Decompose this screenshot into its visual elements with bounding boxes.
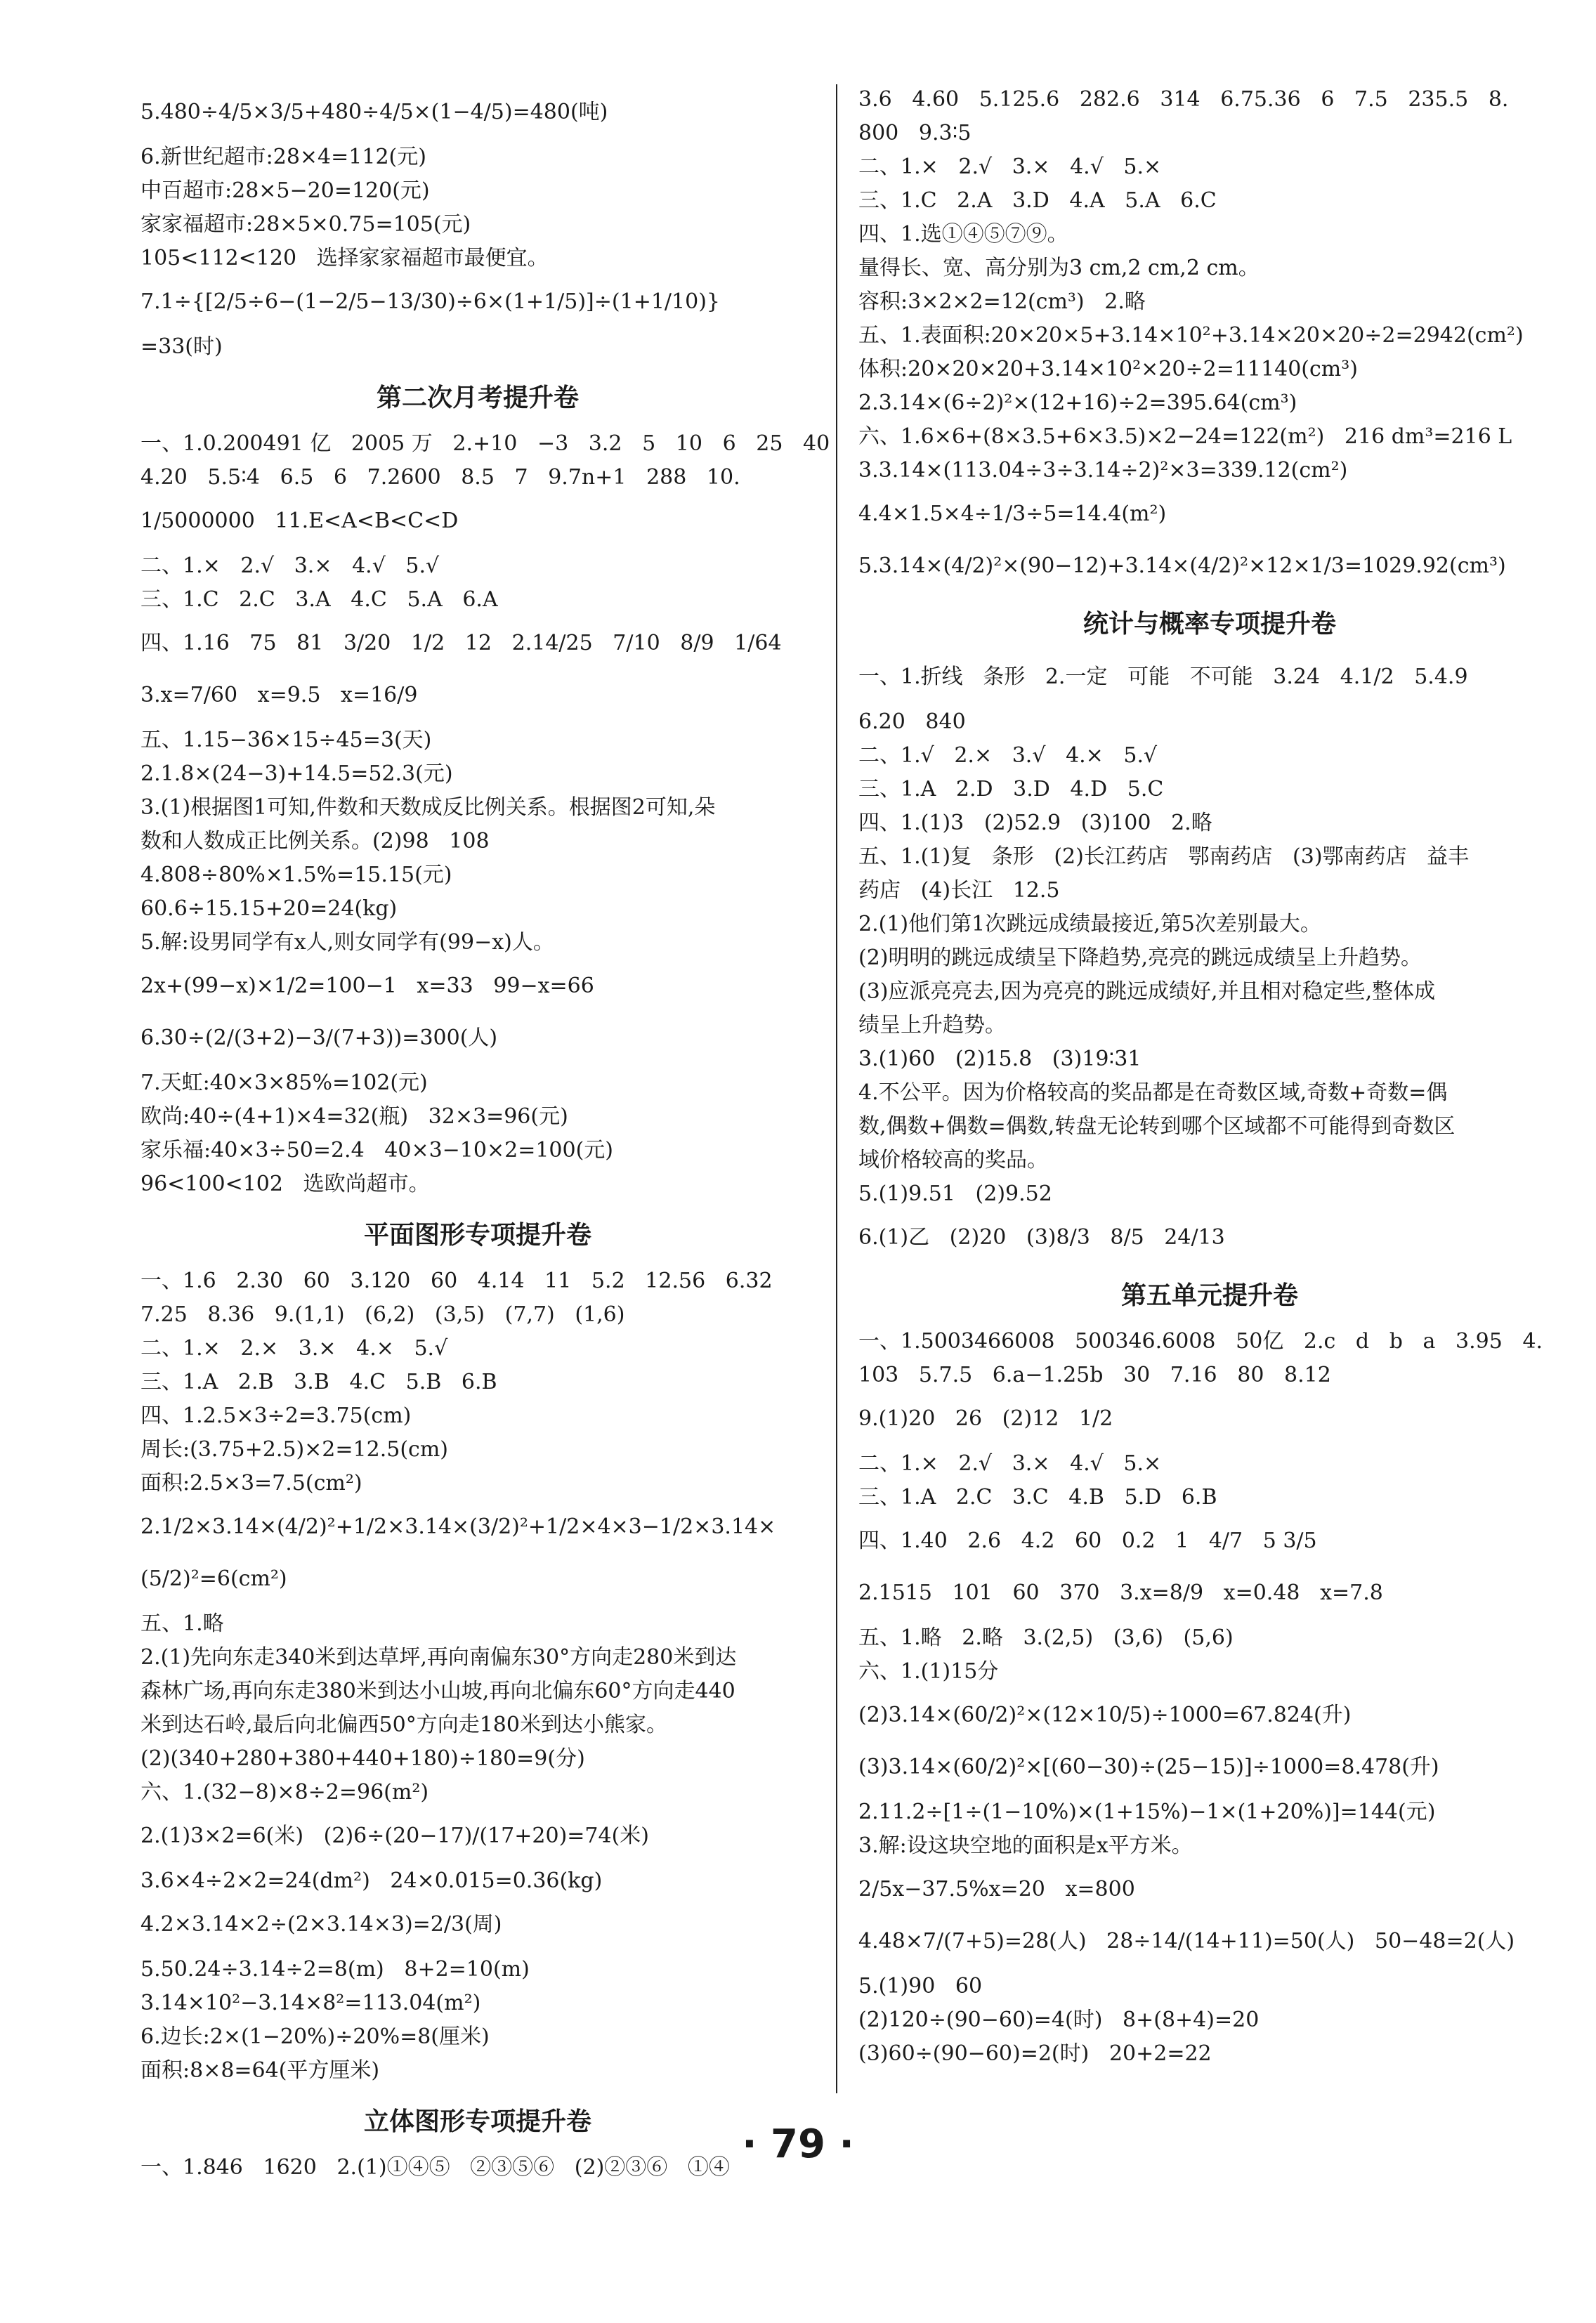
answer-line: 5.(1)90 60 [858,1974,983,1998]
section-heading: 第五单元提升卷 [1120,1281,1298,1310]
answer-line: 一、1.折线 条形 2.一定 可能 不可能 3.24 4.1/2 5.4.9 [858,665,1468,689]
answer-line: (5/2)²=6(cm²) [140,1566,287,1591]
answer-line: 4.20 5.5∶4 6.5 6 7.2600 8.5 7 9.7n+1 288 10. [140,465,740,490]
answer-line: 四、1.16 75 81 3/20 1/2 12 2.14/25 7/10 8/9 1/64 [140,631,782,655]
answer-line: 三、1.C 2.A 3.D 4.A 5.A 6.C [858,188,1217,213]
answer-line: 三、1.A 2.D 3.D 4.D 5.C [858,777,1164,801]
answer-line: 三、1.A 2.B 3.B 4.C 5.B 6.B [140,1370,497,1394]
answer-line: 药店 (4)长江 12.5 [858,878,1060,903]
answer-line: 三、1.A 2.C 3.C 4.B 5.D 6.B [858,1485,1217,1510]
answer-line: 家乐福:40×3÷50=2.4 40×3−10×2=100(元) [140,1138,614,1163]
section-heading: 第二次月考提升卷 [376,384,579,412]
answer-line: 2.3.14×(6÷2)²×(12+16)÷2=395.64(cm³) [858,391,1297,415]
answer-line: 96<100<102 选欧尚超市。 [140,1172,430,1196]
section-heading: 平面图形专项提升卷 [363,1221,591,1250]
answer-line: 6.新世纪超市:28×4=112(元) [140,145,426,169]
answer-line: 数和人数成正比例关系。(2)98 108 [140,829,490,853]
answer-line: 3.(1)根据图1可知,件数和天数成反比例关系。根据图2可知,朵 [140,795,716,820]
page-number: · 79 · [742,2121,854,2167]
answer-line: (3)3.14×(60/2)²×[(60−30)÷(25−15)]÷1000=8.478(升) [858,1755,1439,1779]
answer-line: 2.11.2÷[1÷(1−10%)×(1+15%)−1×(1+20%)]=144(元) [858,1800,1436,1824]
answer-line: 一、1.846 1620 2.(1)①④⑤ ②③⑤⑥ (2)②③⑥ ①④ [140,2155,730,2180]
answer-line: 容积:3×2×2=12(cm³) 2.略 [858,289,1146,314]
answer-line: 800 9.3∶5 [858,121,972,145]
answer-line: 4.808÷80%×1.5%=15.15(元) [140,863,452,887]
answer-line: 二、1.× 2.√ 3.× 4.√ 5.× [858,1451,1162,1476]
answer-line: 周长:(3.75+2.5)×2=12.5(cm) [140,1437,448,1462]
answer-line: 4.2×3.14×2÷(2×3.14×3)=2/3(周) [140,1912,502,1937]
answer-line: 2x+(99−x)×1/2=100−1 x=33 99−x=66 [140,974,594,998]
right-column [858,84,1561,2072]
answer-line: 6.边长:2×(1−20%)÷20%=8(厘米) [140,2024,490,2049]
answer-line: (2)明明的跳远成绩呈下降趋势,亮亮的跳远成绩呈上升趋势。 [858,945,1422,970]
answer-line: 五、1.略 2.略 3.(2,5) (3,6) (5,6) [858,1625,1234,1650]
answer-line: 三、1.C 2.C 3.A 4.C 5.A 6.A [140,587,498,612]
answer-line: 2.(1)他们第1次跳远成绩最接近,第5次差别最大。 [858,912,1321,936]
answer-line: 105<112<120 选择家家福超市最便宜。 [140,246,549,270]
answer-line: 四、1.(1)3 (2)52.9 (3)100 2.略 [858,811,1212,835]
answer-line: 面积:2.5×3=7.5(cm²) [140,1471,362,1496]
answer-line: 2/5x−37.5%x=20 x=800 [858,1877,1135,1902]
answer-line: 6.20 840 [858,709,966,734]
answer-line: 五、1.略 [140,1611,224,1636]
answer-line: 5.480÷4/5×3/5+480÷4/5×(1−4/5)=480(吨) [140,100,608,124]
answer-line: 域价格较高的奖品。 [858,1148,1048,1172]
answer-line: (3)60÷(90−60)=2(时) 20+2=22 [858,2041,1212,2066]
answer-line: 四、1.2.5×3÷2=3.75(cm) [140,1403,412,1428]
answer-line: (2)120÷(90−60)=4(时) 8+(8+4)=20 [858,2008,1260,2032]
answer-line: 森林广场,再向东走380米到达小山坡,再向北偏东60°方向走440 [140,1679,735,1703]
answer-line: 5.50.24÷3.14÷2=8(m) 8+2=10(m) [140,1957,530,1982]
answer-line: 5.解:设男同学有x人,则女同学有(99−x)人。 [140,930,554,955]
left-column [140,84,830,2186]
answer-line: 9.(1)20 26 (2)12 1/2 [858,1406,1113,1431]
answer-line: 2.1/2×3.14×(4/2)²+1/2×3.14×(3/2)²+1/2×4×3−1/2×3.14× [140,1514,776,1539]
answer-line: 量得长、宽、高分别为3 cm,2 cm,2 cm。 [858,256,1260,280]
answer-line: 欧尚:40÷(4+1)×4=32(瓶) 32×3=96(元) [140,1104,568,1129]
answer-line: 六、1.6×6+(8×3.5+6×3.5)×2−24=122(m²) 216 dm³=216 L [858,424,1512,449]
answer-line: 二、1.× 2.√ 3.× 4.√ 5.× [858,155,1162,179]
answer-line: 6.(1)乙 (2)20 (3)8/3 8/5 24/13 [858,1225,1225,1250]
answer-line: 7.25 8.36 9.(1,1) (6,2) (3,5) (7,7) (1,6) [140,1302,625,1327]
answer-line: 五、1.(1)复 条形 (2)长江药店 鄂南药店 (3)鄂南药店 益丰 [858,844,1470,869]
answer-line: 3.(1)60 (2)15.8 (3)19∶31 [858,1047,1142,1071]
answer-line: 4.48×7/(7+5)=28(人) 28÷14/(14+11)=50(人) 50−48=2(人) [858,1929,1515,1954]
answer-line: 家家福超市:28×5×0.75=105(元) [140,212,471,237]
answer-line: 2.1515 101 60 370 3.x=8/9 x=0.48 x=7.8 [858,1581,1383,1605]
answer-line: 绩呈上升趋势。 [858,1013,1006,1038]
answer-line: 数,偶数+偶数=偶数,转盘无论转到哪个区域都不可能得到奇数区 [858,1114,1456,1139]
answer-line: 3.解:设这块空地的面积是x平方米。 [858,1833,1193,1858]
answer-line: 二、1.× 2.√ 3.× 4.√ 5.√ [140,554,440,578]
answer-line: 体积:20×20×20+3.14×10²×20÷2=11140(cm³) [858,357,1358,381]
answer-line: 米到达石岭,最后向北偏西50°方向走180米到达小熊家。 [140,1713,667,1737]
answer-line: 4.4×1.5×4÷1/3÷5=14.4(m²) [858,502,1167,526]
answer-line: 二、1.× 2.× 3.× 4.× 5.√ [140,1336,448,1361]
answer-line: 5.3.14×(4/2)²×(90−12)+3.14×(4/2)²×12×1/3=1029.92(cm³) [858,554,1506,578]
column-divider [836,84,837,2093]
answer-line: 103 5.7.5 6.a−1.25b 30 7.16 80 8.12 [858,1363,1331,1387]
answer-line: 一、1.0.200491 亿 2005 万 2.+10 −3 3.2 5 10 6 25 40 [140,431,830,456]
answer-line: 3.14×10²−3.14×8²=113.04(m²) [140,1991,481,2015]
answer-line: (2)(340+280+380+440+180)÷180=9(分) [140,1746,585,1771]
answer-line: (2)3.14×(60/2)²×(12×10/5)÷1000=67.824(升) [858,1703,1352,1727]
answer-line: 2.1.8×(24−3)+14.5=52.3(元) [140,761,453,786]
answer-line: 5.(1)9.51 (2)9.52 [858,1182,1052,1206]
answer-line: 2.(1)先向东走340米到达草坪,再向南偏东30°方向走280米到达 [140,1645,737,1670]
answer-line: 7.1÷{[2/5÷6−(1−2/5−13/30)÷6×(1+1/5)]÷(1+1/10)} [140,289,720,314]
answer-line: 四、1.选①④⑤⑦⑨。 [858,222,1068,247]
answer-line: 1/5000000 11.E<A<B<C<D [140,509,459,533]
answer-line: 一、1.6 2.30 60 3.120 60 4.14 11 5.2 12.56 6.32 [140,1269,773,1293]
answer-line: 60.6÷15.15+20=24(kg) [140,896,398,921]
answer-line: 二、1.√ 2.× 3.√ 4.× 5.√ [858,743,1158,768]
answer-line: 6.30÷(2/(3+2)−3/(7+3))=300(人) [140,1026,498,1050]
answer-line: 六、1.(32−8)×8÷2=96(m²) [140,1780,429,1805]
answer-line: 3.6×4÷2×2=24(dm²) 24×0.015=0.36(kg) [140,1869,603,1893]
section-heading: 统计与概率专项提升卷 [1082,610,1336,639]
answer-line: 3.x=7/60 x=9.5 x=16/9 [140,683,418,707]
answer-line: 中百超市:28×5−20=120(元) [140,178,430,203]
answer-line: 五、1.表面积:20×20×5+3.14×10²+3.14×20×20÷2=2942(cm²) [858,323,1524,348]
section-heading: 立体图形专项提升卷 [363,2107,591,2136]
answer-line: 一、1.5003466008 500346.6008 50亿 2.c d b a 3.95 4. [858,1329,1543,1354]
answer-line: 面积:8×8=64(平方厘米) [140,2058,380,2083]
answer-line: 3.3.14×(113.04÷3÷3.14÷2)²×3=339.12(cm²) [858,458,1348,483]
answer-line: 四、1.40 2.6 4.2 60 0.2 1 4/7 5 3/5 [858,1529,1317,1553]
answer-line: (3)应派亮亮去,因为亮亮的跳远成绩好,并且相对稳定些,整体成 [858,979,1436,1004]
answer-line: 2.(1)3×2=6(米) (2)6÷(20−17)/(17+20)=74(米) [140,1824,649,1848]
answer-line: 六、1.(1)15分 [858,1659,999,1684]
answer-line: 五、1.15−36×15÷45=3(天) [140,728,432,752]
answer-line: =33(时) [140,334,223,359]
answer-line: 4.不公平。因为价格较高的奖品都是在奇数区域,奇数+奇数=偶 [858,1080,1448,1105]
answer-line: 3.6 4.60 5.125.6 282.6 314 6.75.36 6 7.5 235.5 8. [858,87,1509,112]
answer-line: 7.天虹:40×3×85%=102(元) [140,1071,428,1095]
